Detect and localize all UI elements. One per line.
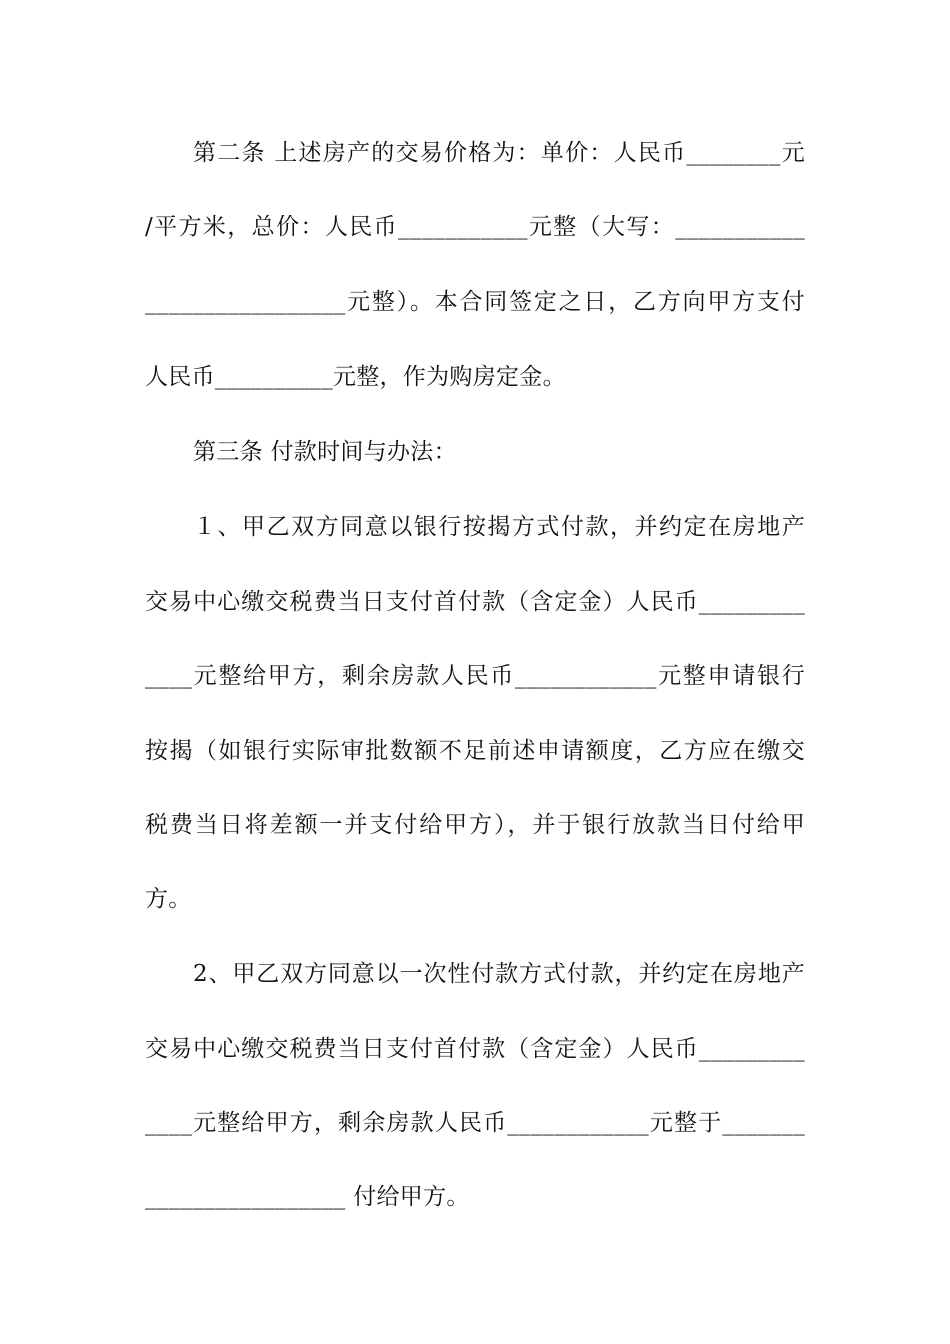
clause-1-line-4: 按揭（如银行实际审批数额不足前述申请额度，乙方应在缴交 [145, 738, 805, 764]
clause-1-line-1: １、甲乙双方同意以银行按揭方式付款，并约定在房地产 [193, 514, 805, 540]
paragraph-article-2-line-2: /平方米，总价：人民币___________元整（大写：___________ [145, 214, 805, 240]
clause-1-line-5: 税费当日将差额一并支付给甲方），并于银行放款当日付给甲 [145, 812, 805, 838]
clause-2-line-2: 交易中心缴交税费当日支付首付款（含定金）人民币_________ [145, 1036, 805, 1062]
clause-2-line-1: 2、甲乙双方同意以一次性付款方式付款，并约定在房地产 [193, 961, 805, 987]
clause-1-line-2: 交易中心缴交税费当日支付首付款（含定金）人民币_________ [145, 589, 805, 615]
paragraph-article-2-line-3: _________________元整）。本合同签定之日，乙方向甲方支付 [145, 289, 805, 315]
paragraph-article-2-line-1: 第二条 上述房产的交易价格为：单价：人民币________元 [193, 140, 805, 166]
clause-1-line-3: ____元整给甲方，剩余房款人民币____________元整申请银行 [145, 663, 805, 689]
clause-2-line-4: _________________ 付给甲方。 [145, 1184, 470, 1210]
heading-article-3: 第三条 付款时间与办法： [193, 439, 457, 465]
clause-2-line-3: ____元整给甲方，剩余房款人民币____________元整于_______ [145, 1110, 805, 1136]
clause-1-line-6: 方。 [145, 886, 192, 912]
paragraph-article-2-line-4: 人民币__________元整，作为购房定金。 [145, 364, 566, 390]
